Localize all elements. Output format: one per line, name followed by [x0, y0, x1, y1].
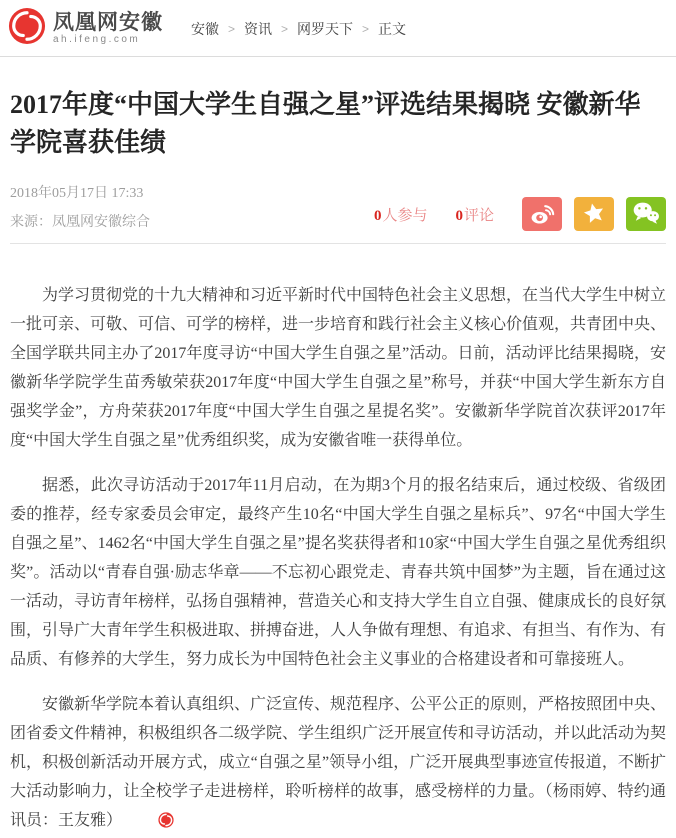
- comments-link[interactable]: [455, 204, 494, 225]
- article-meta: [10, 182, 666, 244]
- brand-domain: ah.ifeng.com: [53, 34, 141, 45]
- site-logo[interactable]: [8, 7, 163, 50]
- breadcrumb-separator: >: [281, 21, 289, 36]
- breadcrumb: [191, 19, 406, 39]
- article-stats: [374, 204, 494, 225]
- phoenix-end-mark-icon: [126, 809, 174, 838]
- wechat-icon: [632, 200, 660, 228]
- phoenix-logo-icon: [8, 7, 46, 50]
- weibo-icon: [529, 201, 555, 228]
- breadcrumb-item-zhengwen[interactable]: 正文: [378, 20, 407, 37]
- participants-label: 人参与: [382, 207, 428, 224]
- breadcrumb-item-wangluotianxia[interactable]: 网罗天下: [297, 20, 354, 37]
- star-icon: [582, 201, 606, 228]
- article-body: [0, 244, 676, 838]
- participants-count: 0: [373, 207, 382, 224]
- article-source: 来源：凤凰网安徽综合: [10, 215, 150, 230]
- site-header: [0, 0, 676, 57]
- breadcrumb-separator: >: [362, 21, 370, 36]
- article-paragraph: 为学习贯彻党的十九大精神和习近平新时代中国特色社会主义思想，在当代大学生中树立一批可亲、可敬、可信、可学的榜样，进一步培育和践行社会主义核心价值观，共青团中央、全国学联共同主办了2017年度寻访“中国大学生自强之星”活动。日前，活动评比结果揭晓，安徽新华学院学生苗秀敏荣获2017年度“中国大学生自强之星”称号，并获“中国大学生新东方自强奖学金”，方舟荣获2017年度“中国大学生自强之星提名奖”。安徽新华学院首次获评2017年度“中国大学生自强之星”优秀组织奖，成为安徽省唯一获得单位。: [10, 287, 667, 449]
- breadcrumb-item-zixun[interactable]: 资讯: [244, 20, 273, 37]
- favorite-share-button[interactable]: [574, 197, 614, 231]
- article-title: 2017年度“中国大学生自强之星”评选结果揭晓 安徽新华学院喜获佳绩: [10, 90, 641, 157]
- participants-link[interactable]: [374, 204, 428, 225]
- publish-time: 2018年05月17日 17:33: [10, 186, 144, 201]
- brand-name: 凤凰网安徽: [53, 10, 163, 34]
- comments-count: 0: [455, 207, 463, 224]
- comments-label: 评论: [463, 207, 494, 224]
- article-paragraph-text: 安徽新华学院本着认真组织、广泛宣传、规范程序、公平公正的原则，严格按照团中央、团省委文件精神，积极组织各二级学院、学生组织广泛开展宣传和寻访活动，并以此活动为契机，积极创新活动开展方式，成立“自强之星”领导小组，广泛开展典型事迹宣传报道，不断扩大活动影响力，让全校学子走进榜样，聆听榜样的故事，感受榜样的力量。（杨雨婷、特约通讯员：王友雅）: [10, 696, 667, 829]
- breadcrumb-separator: >: [228, 21, 236, 36]
- article-paragraph: 据悉，此次寻访活动于2017年11月启动，在为期3个月的报名结束后，通过校级、省级团委的推荐，经专家委员会审定，最终产生10名“中国大学生自强之星标兵”、97名“中国大学生自强之星”、1462名“中国大学生自强之星”提名奖获得者和10家“中国大学生自强之星优秀组织奖”。活动以“青春自强·励志华章——不忘初心跟党走、青春共筑中国梦”为主题，旨在通过这一活动，寻访青年榜样，弘扬自强精神，营造关心和支持大学生自立自强、健康成长的良好氛围，引导广大青年学生积极进取、拼搏奋进，人人争做有理想、有追求、有担当、有作为、有品质、有修养的大学生，努力成长为中国特色社会主义事业的合格建设者和可靠接班人。: [10, 477, 667, 668]
- wechat-share-button[interactable]: [626, 197, 666, 231]
- breadcrumb-item-anhui[interactable]: 安徽: [191, 20, 219, 37]
- weibo-share-button[interactable]: [522, 197, 562, 231]
- share-buttons: [522, 197, 666, 231]
- article-paragraph: [10, 690, 666, 838]
